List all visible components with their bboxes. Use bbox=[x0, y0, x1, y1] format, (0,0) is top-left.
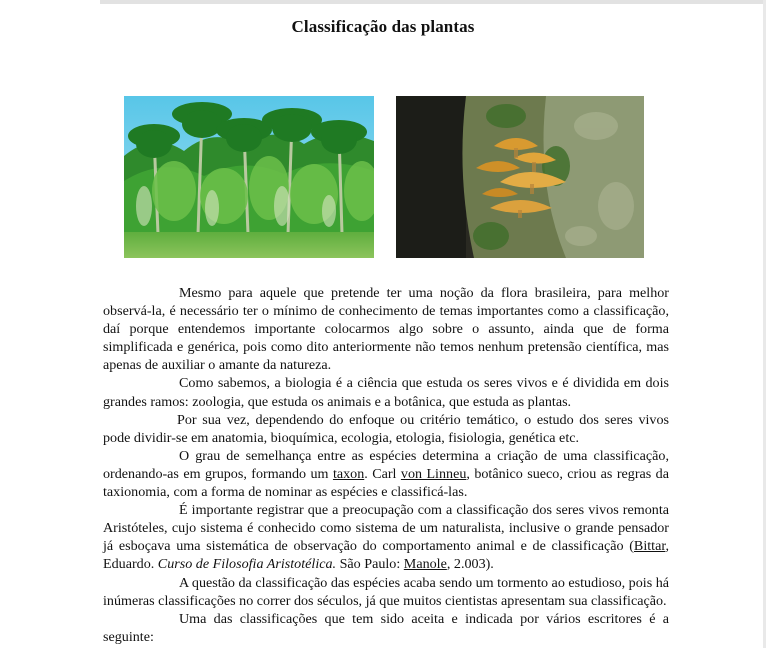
paragraph-3: Por sua vez, dependendo do enfoque ou critério temático, o estudo dos seres vivos pode dividir-se em anatomia, bioquímica, ecologia, etologia, fisiologia, genética etc. bbox=[103, 411, 669, 446]
book-title: Curso de Filosofia Aristotélica. bbox=[157, 556, 337, 573]
taxon-link[interactable]: taxon bbox=[332, 465, 365, 482]
bittar-link[interactable]: Bittar bbox=[633, 538, 666, 555]
paragraph-5 bbox=[103, 501, 669, 573]
paragraph-5-text-d: , 2.003). bbox=[446, 556, 494, 573]
paragraph-4 bbox=[103, 447, 669, 501]
paragraph-5-text-a: É importante registrar que a preocupação com a classificação dos seres vivos remonta Aristóteles, cujo sistema é conhecido como sistema de um naturalista, inclusive o grande pensador já esboçava uma sistemática de observação do comportamento animal e de classificação ( bbox=[103, 502, 669, 555]
paragraph-1: Mesmo para aquele que pretende ter uma noção da flora brasileira, para melhor observá-la, é necessário ter o mínimo de conhecimento de temas importantes como a classificação, daí porque entendemos importante colocarmos algo sobre o assunto, ainda que de forma simplificada e genérica, pois como dito anteriormente não temos nenhum pretensão científica, mas apenas de auxiliar o amante da natureza. bbox=[103, 285, 669, 374]
paragraph-5-text-b: , Eduardo. bbox=[103, 538, 669, 573]
paragraph-7: Uma das classificações que tem sido aceita e indicada por vários escritores é a seguinte: bbox=[103, 610, 669, 645]
page-top-edge bbox=[100, 0, 766, 4]
mushrooms-on-tree-trunk-photo bbox=[396, 96, 644, 258]
body-text bbox=[103, 284, 669, 646]
linneu-link[interactable]: von Linneu bbox=[400, 465, 467, 482]
manole-link[interactable]: Manole bbox=[403, 556, 447, 573]
paragraph-2: Como sabemos, a biologia é a ciência que estuda os seres vivos e é dividida em dois grandes ramos: zoologia, que estuda os animais e a botânica, que estuda as plantas. bbox=[103, 375, 669, 410]
paragraph-4-text-a: O grau de semelhança entre as espécies determina a criação de uma classificação, ordenando-as em grupos, formando um bbox=[103, 447, 669, 482]
paragraph-6: A questão da classificação das espécies acaba sendo um tormento ao estudioso, pois há inúmeras classificações no correr dos séculos, já que muitos cientistas apresentam sua classificação. bbox=[103, 574, 669, 609]
palm-forest-photo bbox=[124, 96, 374, 258]
paragraph-4-text-c: , botânico sueco, criou as regras da taxionomia, com a forma de nominar as espécies e classificá-las. bbox=[103, 465, 669, 501]
paragraph-4-text-b: . Carl bbox=[364, 465, 401, 482]
paragraph-5-text-c: São Paulo: bbox=[336, 556, 404, 573]
page-title: Classificação das plantas bbox=[291, 17, 475, 36]
